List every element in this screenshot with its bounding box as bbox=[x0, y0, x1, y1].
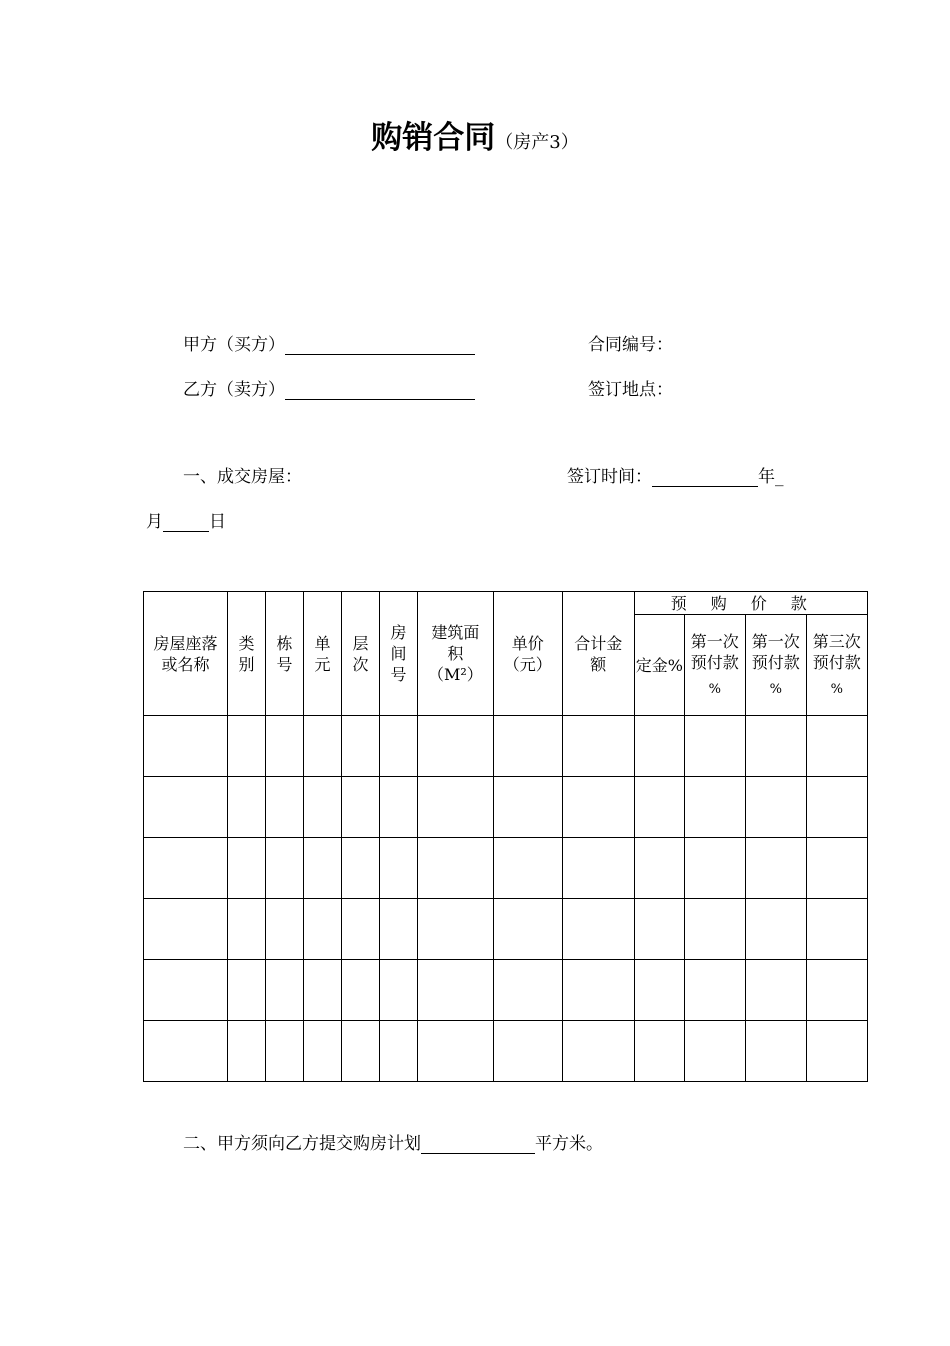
table-cell[interactable] bbox=[342, 716, 380, 777]
header-third-prepay-label: 第三次预付款 bbox=[812, 631, 861, 672]
table-cell[interactable] bbox=[266, 777, 304, 838]
section2-text-after: 平方米。 bbox=[535, 1134, 603, 1154]
table-cell[interactable] bbox=[144, 960, 228, 1021]
table-cell[interactable] bbox=[684, 777, 745, 838]
table-cell[interactable] bbox=[342, 838, 380, 899]
table-cell[interactable] bbox=[144, 777, 228, 838]
contract-no-label: 合同编号： bbox=[588, 335, 673, 355]
table-cell[interactable] bbox=[266, 960, 304, 1021]
table-cell[interactable] bbox=[684, 716, 745, 777]
table-cell[interactable] bbox=[342, 960, 380, 1021]
table-cell[interactable] bbox=[806, 716, 867, 777]
table-cell[interactable] bbox=[228, 777, 266, 838]
table-cell[interactable] bbox=[418, 777, 494, 838]
table-cell[interactable] bbox=[745, 960, 806, 1021]
table-cell[interactable] bbox=[493, 716, 562, 777]
year-blank[interactable] bbox=[652, 468, 758, 487]
header-area: 建筑面积（M²） bbox=[418, 592, 494, 716]
table-cell[interactable] bbox=[228, 838, 266, 899]
buyer-label: 甲方（买方） bbox=[183, 335, 285, 355]
table-cell[interactable] bbox=[745, 899, 806, 960]
table-cell[interactable] bbox=[228, 716, 266, 777]
table-cell[interactable] bbox=[266, 838, 304, 899]
section2-text-before: 二、甲方须向乙方提交购房计划 bbox=[183, 1134, 421, 1154]
table-cell[interactable] bbox=[562, 899, 634, 960]
header-building: 栋号 bbox=[266, 592, 304, 716]
table-cell[interactable] bbox=[266, 716, 304, 777]
table-cell[interactable] bbox=[418, 960, 494, 1021]
table-cell[interactable] bbox=[144, 838, 228, 899]
seller-line bbox=[183, 375, 475, 400]
table-row bbox=[144, 1021, 868, 1082]
table-header-row bbox=[144, 592, 868, 615]
header-unit-price: 单价（元） bbox=[493, 592, 562, 716]
table-cell[interactable] bbox=[228, 899, 266, 960]
table-cell[interactable] bbox=[684, 899, 745, 960]
header-deposit: 定金% bbox=[634, 615, 684, 716]
header-floor: 层次 bbox=[342, 592, 380, 716]
table-cell[interactable] bbox=[304, 838, 342, 899]
table-cell[interactable] bbox=[342, 777, 380, 838]
title-main: 购销合同 bbox=[371, 120, 496, 156]
table-cell[interactable] bbox=[380, 1021, 418, 1082]
table-row bbox=[144, 777, 868, 838]
header-second-prepay bbox=[745, 615, 806, 716]
table-cell[interactable] bbox=[144, 899, 228, 960]
table-cell[interactable] bbox=[493, 899, 562, 960]
table-cell[interactable] bbox=[493, 838, 562, 899]
month-day-line bbox=[146, 507, 226, 532]
table-cell[interactable] bbox=[493, 960, 562, 1021]
table-cell[interactable] bbox=[745, 838, 806, 899]
table-cell[interactable] bbox=[418, 838, 494, 899]
table-cell[interactable] bbox=[304, 777, 342, 838]
house-table bbox=[143, 591, 868, 1082]
table-cell[interactable] bbox=[418, 716, 494, 777]
page-title bbox=[0, 112, 950, 157]
header-location: 房屋座落或名称 bbox=[144, 592, 228, 716]
header-unit: 单元 bbox=[304, 592, 342, 716]
table-cell[interactable] bbox=[304, 1021, 342, 1082]
table-cell[interactable] bbox=[684, 838, 745, 899]
table-cell[interactable] bbox=[562, 960, 634, 1021]
table-cell[interactable] bbox=[304, 960, 342, 1021]
table-cell[interactable] bbox=[806, 899, 867, 960]
table-cell[interactable] bbox=[562, 777, 634, 838]
table-cell[interactable] bbox=[144, 1021, 228, 1082]
buyer-blank[interactable] bbox=[285, 336, 475, 355]
sign-time-line bbox=[567, 462, 784, 487]
table-cell[interactable] bbox=[806, 1021, 867, 1082]
month-label: 月 bbox=[146, 512, 163, 532]
table-cell[interactable] bbox=[634, 960, 684, 1021]
table-cell[interactable] bbox=[228, 1021, 266, 1082]
title-sub: （房产3） bbox=[495, 132, 579, 153]
table-cell[interactable] bbox=[806, 777, 867, 838]
table-cell[interactable] bbox=[562, 1021, 634, 1082]
header-first-prepay-pct: % bbox=[708, 681, 721, 697]
table-cell[interactable] bbox=[684, 960, 745, 1021]
table-cell[interactable] bbox=[304, 716, 342, 777]
table-row bbox=[144, 716, 868, 777]
table-cell[interactable] bbox=[380, 899, 418, 960]
seller-blank[interactable] bbox=[285, 381, 475, 400]
table-cell[interactable] bbox=[562, 838, 634, 899]
header-room: 房间号 bbox=[380, 592, 418, 716]
header-third-prepay bbox=[806, 615, 867, 716]
table-row bbox=[144, 899, 868, 960]
buyer-line bbox=[183, 330, 475, 355]
header-type: 类别 bbox=[228, 592, 266, 716]
table-cell[interactable] bbox=[634, 838, 684, 899]
table-cell[interactable] bbox=[380, 838, 418, 899]
table-cell[interactable] bbox=[493, 1021, 562, 1082]
year-label: 年_ bbox=[758, 467, 784, 487]
header-prepay-group: 预购价款 bbox=[634, 592, 867, 615]
table-cell[interactable] bbox=[806, 838, 867, 899]
sign-time-label: 签订时间： bbox=[567, 467, 652, 487]
table-row bbox=[144, 838, 868, 899]
table-cell[interactable] bbox=[342, 1021, 380, 1082]
month-blank[interactable] bbox=[163, 513, 209, 532]
header-total: 合计金额 bbox=[562, 592, 634, 716]
table-cell[interactable] bbox=[745, 716, 806, 777]
table-cell[interactable] bbox=[634, 1021, 684, 1082]
header-third-prepay-pct: % bbox=[830, 681, 843, 697]
header-first-prepay bbox=[684, 615, 745, 716]
table-cell[interactable] bbox=[562, 716, 634, 777]
table-cell[interactable] bbox=[266, 1021, 304, 1082]
table-cell[interactable] bbox=[745, 777, 806, 838]
sign-place-label: 签订地点： bbox=[588, 380, 673, 400]
header-second-prepay-pct: % bbox=[769, 681, 782, 697]
table-cell[interactable] bbox=[493, 777, 562, 838]
section1-heading: 一、成交房屋： bbox=[183, 467, 302, 487]
day-label: 日 bbox=[209, 512, 226, 532]
table-cell[interactable] bbox=[418, 1021, 494, 1082]
table-cell[interactable] bbox=[380, 960, 418, 1021]
table-cell[interactable] bbox=[380, 716, 418, 777]
table-cell[interactable] bbox=[806, 960, 867, 1021]
table-cell[interactable] bbox=[228, 960, 266, 1021]
table-cell[interactable] bbox=[634, 716, 684, 777]
seller-label: 乙方（卖方） bbox=[183, 380, 285, 400]
section2-line bbox=[183, 1129, 603, 1154]
table-cell[interactable] bbox=[634, 899, 684, 960]
header-first-prepay-label: 第一次预付款 bbox=[690, 631, 739, 672]
table-cell[interactable] bbox=[745, 1021, 806, 1082]
table-cell[interactable] bbox=[144, 716, 228, 777]
table-cell[interactable] bbox=[418, 899, 494, 960]
table-cell[interactable] bbox=[684, 1021, 745, 1082]
header-second-prepay-label: 第一次预付款 bbox=[751, 631, 800, 672]
table-cell[interactable] bbox=[634, 777, 684, 838]
table-cell[interactable] bbox=[380, 777, 418, 838]
table-row bbox=[144, 960, 868, 1021]
table-cell[interactable] bbox=[266, 899, 304, 960]
purchase-plan-blank[interactable] bbox=[421, 1135, 535, 1154]
table-cell[interactable] bbox=[342, 899, 380, 960]
table-cell[interactable] bbox=[304, 899, 342, 960]
